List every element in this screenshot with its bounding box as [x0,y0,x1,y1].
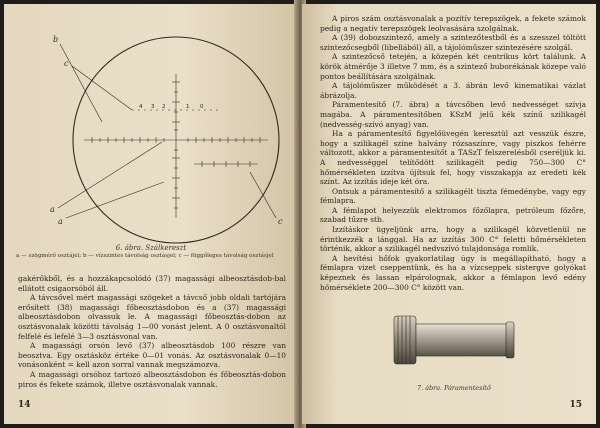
figure-6-caption [10,244,292,260]
right-paragraph-6: Ha a páramentesítő figyelőüvegén keresztül azt vesszük észre, hogy a szilikagél színe halvány rózsaszínre, vagy piszkos fehérre változott, akkor a páramentesítőt a TASzT felszerelésből cseréljük ki. A nedvességgel telítődött szilikagélt pedig 750—300 C° hőmérsékleten izzítva újítsuk fel, hogy visszakapja az eredeti kék színt. Az izzítás ideje két óra. [320,129,586,187]
moisture-absorber-drawing [386,300,522,380]
right-paragraph-3: A szintezőcső tetején, a közepén két centrikus kört találunk. A körök átmérője 3 illetve 7 mm, és a szintező buborékának közepe való pontos beállítására szolgálnak. [320,52,586,81]
reticle-mark-3: 3 [151,104,155,110]
left-paragraph-3: A magassági orsón levő (37) albeosztásdob 100 részre van beosztva. Egy osztásköz értéke 0—01 vonás. Az osztásvonalak 0—10 vonásonként = kell azon sorral vannak megszámozva. [18,341,286,370]
right-paragraph-1: A piros szám osztásvonalak a pozitív terepszögek, a fekete számok pedig a negatív terepszögek leolvasására szolgálnak. [320,14,586,33]
reticle-figure [44,22,294,244]
leader-lines [58,44,276,218]
right-paragraph-9: Izzításkor ügyeljünk arra, hogy a szilikagél közvetlenül ne érintkezzék a lánggal. Ha az izzítás 300 C° feletti hőmérsékleten történik, akkor a szilikagél nedvszívó tulajdonsága romlik. [320,225,586,254]
moisture-absorber-figure [386,300,522,380]
figure-6-legend: a — szögmérő osztájel; b — vízszintes távolság osztásjel; c — függőleges távolság osztásjel [16,253,274,259]
right-paragraph-4: A tájolóműszer működését a 3. ábrán levő kinematikai vázlat ábrázolja. [320,81,586,100]
right-page [302,4,596,424]
reticle-mark-0: 0 [200,104,204,110]
label-c: c [64,59,69,68]
left-paragraph-1: gakérőkből, és a hozzákapcsolódó (37) magassági albeosztásdob-bal ellátott csigaorsóból áll. [18,274,286,293]
reticle-mark-1: 1 [186,104,190,110]
figure-7-caption: 7. ábra. Páramentesítő [417,384,491,392]
right-page-number: 15 [569,400,582,410]
left-page-number: 14 [18,400,31,410]
reticle-mark-2: 2 [162,104,166,110]
reticle-diagram [44,22,294,244]
right-paragraph-10: A hevítési hőfok gyakorlatilag úgy is megállapítható, hogy a fémlapra vizet cseppentünk, és ha a vízcseppek sistergve golyókat képeznek és lassan elpárolognak, akkor a fémlapon levő edény hőmérséklete 200—300 C° között van. [320,253,586,292]
left-page [4,4,298,424]
right-paragraph-8: A fémlapot helyezzük elektromos főzőlapra, petróleum főzőre, szabad tűzre stb. [320,205,586,225]
left-paragraph-4: A magassági orsóhoz tartozó albeosztásdobon és főbeosztás-dobon piros és fekete számok, illetve osztásvonalak vannak. [18,369,286,389]
figure-letters [50,35,283,226]
label-a-2: a [58,217,63,226]
distance-scale-labels [139,104,204,110]
right-paragraph-5: Páramentesítő (7. ábra) a távcsőben levő nedvességet szívja magába. A páramentesítőben KSzM jelű kék színű szilikagél (nedvesség-szívó anyag) van. [320,100,586,129]
reticle-mark-4: 4 [139,104,143,110]
left-body-text [18,274,286,389]
label-b: b [53,35,59,44]
label-a: a [50,205,55,214]
right-paragraph-2: A (39) dobozszintező, amely a szintezőtestből és a szesszel töltött szintezőcsegből (libellából) áll, a tájolóműszer szintezésére szolgál. [320,33,586,52]
right-body-text [320,14,586,292]
right-paragraph-7: Ontsuk a páramentesítő a szilikagélt tiszta fémedénybe, vagy egy fémlapra. [320,186,586,206]
label-c-right: c [278,217,283,226]
left-paragraph-2: A távcsővel mért magassági szögeket a távcső jobb oldali tartójára erősített (38) magassági főbeosztásdobon és a (37) magassági albeosztásdobon olvassuk le. A magassági főbeosztás-dobon az osztásvonalak közötti távolság 1—00 vonást jelent. A 0 osztásvonaltól felfelé és lefelé 3—3 osztásvonal van. [18,293,286,341]
figure-6-title: 6. ábra. Szálkereszt [115,244,187,252]
